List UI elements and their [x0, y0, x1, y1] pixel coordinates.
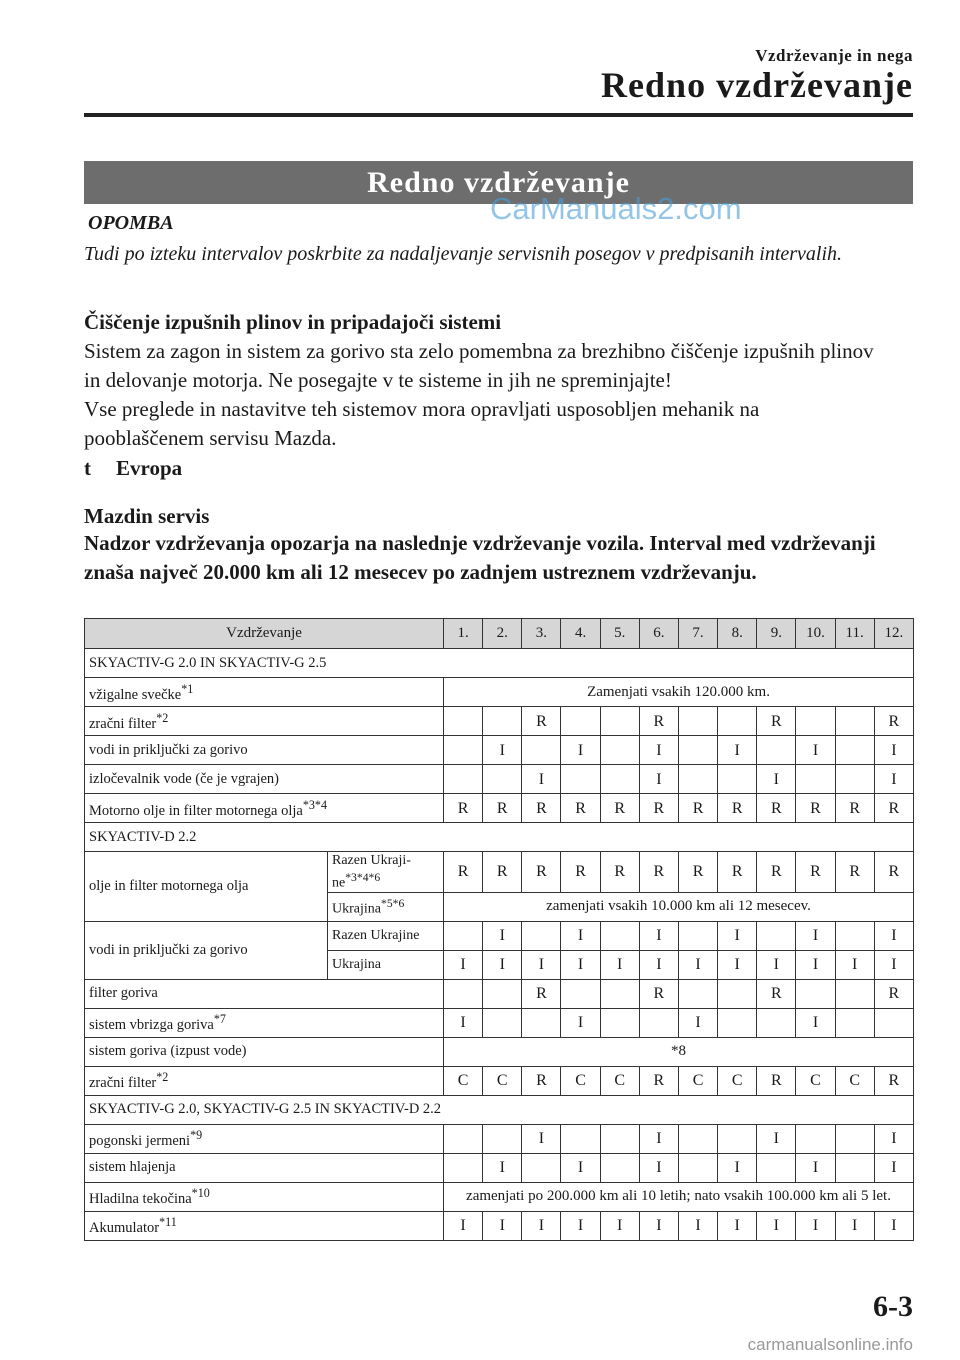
- interval-cell: [835, 921, 874, 950]
- interval-header: 2.: [483, 619, 522, 649]
- interval-cell: [678, 736, 717, 765]
- interval-cell: I: [874, 736, 913, 765]
- interval-cell: R: [874, 794, 913, 823]
- interval-cell: I: [796, 1153, 835, 1182]
- bullet-marker-icon: t: [84, 456, 91, 480]
- interval-cell: I: [874, 765, 913, 794]
- row-label-cell: [85, 979, 444, 1008]
- interval-cell: I: [561, 1211, 600, 1240]
- row-label-cell: [85, 794, 444, 823]
- row-label: Razen Ukraji-ne: [332, 853, 411, 891]
- interval-cell: [835, 1153, 874, 1182]
- row-label: zračni filter: [89, 715, 157, 732]
- interval-cell: [600, 979, 639, 1008]
- row-label-cell: [85, 1066, 444, 1095]
- footnote-ref: *10: [191, 1186, 210, 1201]
- note-text: Tudi po izteku intervalov poskrbite za nadaljevanje servisnih posegov v predpisanih intervalih.: [84, 243, 843, 265]
- interval-cell: [522, 736, 561, 765]
- interval-cell: [757, 736, 796, 765]
- interval-header: 5.: [600, 619, 639, 649]
- interval-cell: C: [835, 1066, 874, 1095]
- interval-cell: C: [600, 1066, 639, 1095]
- interval-cell: [718, 979, 757, 1008]
- interval-cell: [835, 1008, 874, 1037]
- interval-cell: [678, 1153, 717, 1182]
- row-label-cell: [85, 736, 444, 765]
- interval-cell: [444, 736, 483, 765]
- interval-cell: [796, 979, 835, 1008]
- mazda-service-text: Nadzor vzdrževanja opozarja na naslednje vzdrževanje vozila. Interval med vzdrževanji znaša največ 20.000 km ali 12 mesecev po zadnjem ustreznem vzdrževanju.: [84, 531, 876, 584]
- footnote-ref: *2: [156, 710, 169, 725]
- interval-cell: I: [874, 1211, 913, 1240]
- interval-cell: R: [796, 852, 835, 893]
- interval-cell: [835, 1124, 874, 1153]
- section-heading: Čiščenje izpušnih plinov in pripadajoči sistemi: [84, 310, 502, 334]
- interval-header: 12.: [874, 619, 913, 649]
- footnote-ref: *7: [213, 1012, 226, 1027]
- footer-watermark: carmanualsonline.info: [747, 1335, 913, 1354]
- interval-cell: [639, 1008, 678, 1037]
- interval-cell: R: [678, 852, 717, 893]
- row-label: sistem hlajenja: [89, 1159, 176, 1176]
- interval-cell: I: [874, 1124, 913, 1153]
- header-label: Vzdrževanje: [85, 619, 444, 649]
- interval-cell: I: [835, 1211, 874, 1240]
- interval-cell: R: [483, 794, 522, 823]
- interval-cell: [796, 707, 835, 736]
- interval-cell: R: [835, 852, 874, 893]
- interval-cell: R: [561, 852, 600, 893]
- sub-label-cell: [328, 852, 444, 893]
- span-cell: zamenjati vsakih 10.000 km ali 12 mesecev.: [444, 892, 914, 921]
- interval-cell: [678, 765, 717, 794]
- europe-label: Evropa: [116, 456, 183, 480]
- interval-cell: [444, 1124, 483, 1153]
- interval-cell: [678, 921, 717, 950]
- row-label: Ukrajina: [332, 957, 381, 973]
- interval-cell: I: [561, 1008, 600, 1037]
- interval-cell: [444, 765, 483, 794]
- interval-cell: I: [678, 1008, 717, 1037]
- interval-cell: R: [757, 979, 796, 1008]
- interval-cell: I: [444, 1211, 483, 1240]
- interval-cell: C: [444, 1066, 483, 1095]
- table-row: [85, 1066, 914, 1095]
- interval-cell: R: [639, 852, 678, 893]
- interval-cell: [444, 979, 483, 1008]
- interval-cell: I: [874, 950, 913, 979]
- interval-cell: I: [678, 1211, 717, 1240]
- table-row: [85, 707, 914, 736]
- interval-header: 6.: [639, 619, 678, 649]
- row-label-cell: [85, 921, 328, 979]
- interval-cell: R: [561, 794, 600, 823]
- interval-cell: I: [483, 1211, 522, 1240]
- span-cell: zamenjati po 200.000 km ali 10 letih; nato vsakih 100.000 km ali 5 let.: [444, 1182, 914, 1211]
- table-row: [85, 765, 914, 794]
- table-row: [85, 1153, 914, 1182]
- interval-cell: [522, 1153, 561, 1182]
- row-label-cell: [85, 1182, 444, 1211]
- row-label: olje in filter motornega olja: [89, 877, 249, 894]
- row-label: vžigalne svečke: [89, 686, 182, 703]
- sub-label-cell: [328, 892, 444, 921]
- interval-cell: I: [600, 1211, 639, 1240]
- row-label-cell: [85, 678, 444, 707]
- sub-label-cell: [328, 950, 444, 979]
- interval-cell: R: [718, 794, 757, 823]
- table-row: [85, 794, 914, 823]
- interval-cell: R: [678, 794, 717, 823]
- interval-cell: [678, 707, 717, 736]
- interval-header: 8.: [718, 619, 757, 649]
- interval-cell: R: [718, 852, 757, 893]
- interval-cell: I: [522, 1211, 561, 1240]
- interval-cell: R: [600, 852, 639, 893]
- interval-cell: [757, 1008, 796, 1037]
- section-label: SKYACTIV-G 2.0, SKYACTIV-G 2.5 IN SKYACTIV-D 2.2: [85, 1095, 914, 1124]
- interval-cell: I: [561, 1153, 600, 1182]
- interval-cell: I: [639, 765, 678, 794]
- interval-cell: [718, 1008, 757, 1037]
- interval-cell: R: [874, 1066, 913, 1095]
- interval-cell: [796, 1124, 835, 1153]
- interval-cell: I: [522, 950, 561, 979]
- interval-cell: C: [561, 1066, 600, 1095]
- row-label-cell: [85, 1211, 444, 1240]
- interval-cell: I: [600, 950, 639, 979]
- section-banner: Redno vzdrževanje: [84, 161, 913, 204]
- interval-cell: I: [678, 950, 717, 979]
- interval-cell: R: [757, 1066, 796, 1095]
- mazda-service-heading: Mazdin servis: [84, 504, 210, 528]
- interval-cell: [561, 765, 600, 794]
- interval-cell: I: [483, 921, 522, 950]
- interval-cell: I: [639, 1124, 678, 1153]
- interval-header: 3.: [522, 619, 561, 649]
- row-label: Ukrajina: [332, 901, 381, 917]
- table-section-row: [85, 823, 914, 852]
- table-row: [85, 852, 914, 893]
- interval-cell: I: [718, 921, 757, 950]
- interval-cell: [600, 765, 639, 794]
- interval-cell: [561, 979, 600, 1008]
- interval-cell: [600, 736, 639, 765]
- page-number: 6-3: [873, 1290, 913, 1323]
- interval-cell: R: [639, 794, 678, 823]
- row-label: vodi in priključki za gorivo: [89, 941, 248, 958]
- interval-cell: I: [639, 736, 678, 765]
- row-label: sistem goriva (izpust vode): [89, 1043, 247, 1060]
- table-row: [85, 979, 914, 1008]
- table-row: [85, 1211, 914, 1240]
- interval-cell: C: [483, 1066, 522, 1095]
- section-label: SKYACTIV-G 2.0 IN SKYACTIV-G 2.5: [85, 649, 914, 678]
- footnote-ref: *11: [159, 1215, 177, 1230]
- interval-cell: [757, 1153, 796, 1182]
- interval-cell: [600, 921, 639, 950]
- interval-cell: R: [483, 852, 522, 893]
- interval-cell: [444, 921, 483, 950]
- interval-cell: R: [522, 707, 561, 736]
- europe-heading: [84, 456, 182, 481]
- interval-cell: R: [639, 707, 678, 736]
- interval-cell: I: [639, 921, 678, 950]
- interval-cell: [522, 921, 561, 950]
- table-row: [85, 1182, 914, 1211]
- interval-cell: I: [444, 1008, 483, 1037]
- note-heading: OPOMBA: [88, 212, 174, 234]
- interval-cell: I: [522, 765, 561, 794]
- interval-cell: [522, 1008, 561, 1037]
- row-label-cell: [85, 1124, 444, 1153]
- table-header: [85, 619, 914, 649]
- interval-cell: I: [874, 921, 913, 950]
- interval-cell: I: [483, 1153, 522, 1182]
- interval-cell: R: [444, 794, 483, 823]
- interval-cell: I: [796, 950, 835, 979]
- interval-cell: [561, 707, 600, 736]
- interval-cell: I: [483, 950, 522, 979]
- interval-cell: I: [796, 736, 835, 765]
- table-row: [85, 736, 914, 765]
- section-paragraph-2: Vse preglede in nastavitve teh sistemov mora opravljati usposobljen mehanik na pooblaščenem servisu Mazda.: [84, 397, 760, 450]
- interval-cell: [561, 1124, 600, 1153]
- interval-cell: R: [757, 794, 796, 823]
- row-label-cell: [85, 1008, 444, 1037]
- interval-cell: I: [718, 1211, 757, 1240]
- footnote-ref: *3*4: [302, 797, 327, 812]
- table-section-row: [85, 1095, 914, 1124]
- interval-cell: [600, 1008, 639, 1037]
- interval-cell: C: [796, 1066, 835, 1095]
- sub-label-cell: [328, 921, 444, 950]
- interval-cell: [835, 979, 874, 1008]
- interval-header: 7.: [678, 619, 717, 649]
- interval-cell: R: [522, 794, 561, 823]
- footnote-ref: *5*6: [380, 897, 405, 911]
- footnote-ref: *9: [190, 1128, 203, 1143]
- chapter-subtitle: Vzdrževanje in nega: [755, 46, 913, 65]
- interval-cell: I: [796, 1211, 835, 1240]
- interval-header: 10.: [796, 619, 835, 649]
- interval-cell: R: [757, 852, 796, 893]
- interval-cell: I: [757, 765, 796, 794]
- interval-cell: R: [600, 794, 639, 823]
- interval-cell: [444, 707, 483, 736]
- interval-cell: I: [561, 950, 600, 979]
- interval-cell: I: [522, 1124, 561, 1153]
- interval-header: 1.: [444, 619, 483, 649]
- interval-cell: I: [561, 736, 600, 765]
- row-label: pogonski jermeni: [89, 1133, 191, 1150]
- interval-cell: [835, 707, 874, 736]
- interval-cell: [444, 1153, 483, 1182]
- interval-cell: I: [757, 1211, 796, 1240]
- interval-cell: [483, 1008, 522, 1037]
- watermark: CarManuals2.com: [490, 191, 742, 226]
- interval-cell: I: [639, 1211, 678, 1240]
- section-label: SKYACTIV-D 2.2: [85, 823, 914, 852]
- interval-cell: [835, 736, 874, 765]
- interval-cell: [678, 979, 717, 1008]
- interval-cell: R: [522, 852, 561, 893]
- row-label: Akumulator: [89, 1220, 160, 1237]
- row-label-cell: [85, 1037, 444, 1066]
- interval-cell: R: [444, 852, 483, 893]
- span-cell: *8: [444, 1037, 914, 1066]
- chapter-title: Redno vzdrževanje: [601, 65, 913, 105]
- row-label: filter goriva: [89, 985, 158, 1002]
- interval-cell: [483, 765, 522, 794]
- interval-cell: I: [796, 921, 835, 950]
- interval-cell: I: [757, 1124, 796, 1153]
- interval-cell: R: [835, 794, 874, 823]
- interval-cell: [483, 707, 522, 736]
- interval-cell: I: [757, 950, 796, 979]
- interval-cell: [718, 765, 757, 794]
- interval-cell: [835, 765, 874, 794]
- footnote-ref: *1: [181, 681, 194, 696]
- interval-cell: [600, 1153, 639, 1182]
- interval-cell: [718, 707, 757, 736]
- row-label: izločevalnik vode (če je vgrajen): [89, 770, 280, 787]
- interval-header: 11.: [835, 619, 874, 649]
- interval-cell: I: [639, 1153, 678, 1182]
- row-label-cell: [85, 852, 328, 922]
- interval-cell: [757, 921, 796, 950]
- interval-cell: R: [639, 1066, 678, 1095]
- interval-cell: I: [718, 736, 757, 765]
- row-label: Hladilna tekočina: [89, 1191, 192, 1208]
- interval-cell: C: [678, 1066, 717, 1095]
- interval-cell: [483, 1124, 522, 1153]
- section-paragraph-1: Sistem za zagon in sistem za gorivo sta zelo pomembna za brezhibno čiščenje izpušnih plinov in delovanje motorja. Ne posegajte v te sisteme in jih ne spreminjajte!: [84, 339, 874, 392]
- interval-cell: I: [796, 1008, 835, 1037]
- interval-cell: R: [522, 1066, 561, 1095]
- interval-cell: [874, 1008, 913, 1037]
- row-label-cell: [85, 1153, 444, 1182]
- interval-cell: I: [561, 921, 600, 950]
- interval-cell: [718, 1124, 757, 1153]
- maintenance-table: [84, 618, 914, 1241]
- interval-cell: [600, 707, 639, 736]
- row-label: vodi in priključki za gorivo: [89, 741, 248, 758]
- interval-header: 4.: [561, 619, 600, 649]
- table-section-row: [85, 649, 914, 678]
- interval-cell: [796, 765, 835, 794]
- interval-cell: R: [522, 979, 561, 1008]
- interval-cell: I: [835, 950, 874, 979]
- row-label: sistem vbrizga goriva: [89, 1017, 214, 1034]
- row-label: Razen Ukrajine: [332, 928, 420, 944]
- interval-cell: [678, 1124, 717, 1153]
- interval-cell: C: [718, 1066, 757, 1095]
- interval-cell: R: [639, 979, 678, 1008]
- interval-cell: I: [718, 1153, 757, 1182]
- interval-header: 9.: [757, 619, 796, 649]
- interval-cell: I: [718, 950, 757, 979]
- table-row: [85, 1008, 914, 1037]
- row-label-cell: [85, 765, 444, 794]
- table-row: [85, 921, 914, 950]
- span-cell: Zamenjati vsakih 120.000 km.: [444, 678, 914, 707]
- interval-cell: [600, 1124, 639, 1153]
- table-row: [85, 1124, 914, 1153]
- interval-cell: R: [874, 979, 913, 1008]
- header-rule: [84, 113, 913, 117]
- interval-cell: I: [444, 950, 483, 979]
- interval-cell: R: [796, 794, 835, 823]
- footnote-ref: *2: [156, 1070, 169, 1085]
- footnote-ref: *3*4*6: [345, 871, 381, 884]
- interval-cell: I: [483, 736, 522, 765]
- row-label-cell: [85, 707, 444, 736]
- row-label: zračni filter: [89, 1075, 157, 1092]
- interval-cell: I: [639, 950, 678, 979]
- interval-cell: R: [874, 707, 913, 736]
- interval-cell: R: [874, 852, 913, 893]
- table-row: [85, 678, 914, 707]
- interval-cell: [483, 979, 522, 1008]
- interval-cell: I: [874, 1153, 913, 1182]
- table-row: [85, 1037, 914, 1066]
- row-label: Motorno olje in filter motornega olja: [89, 802, 303, 819]
- interval-cell: R: [757, 707, 796, 736]
